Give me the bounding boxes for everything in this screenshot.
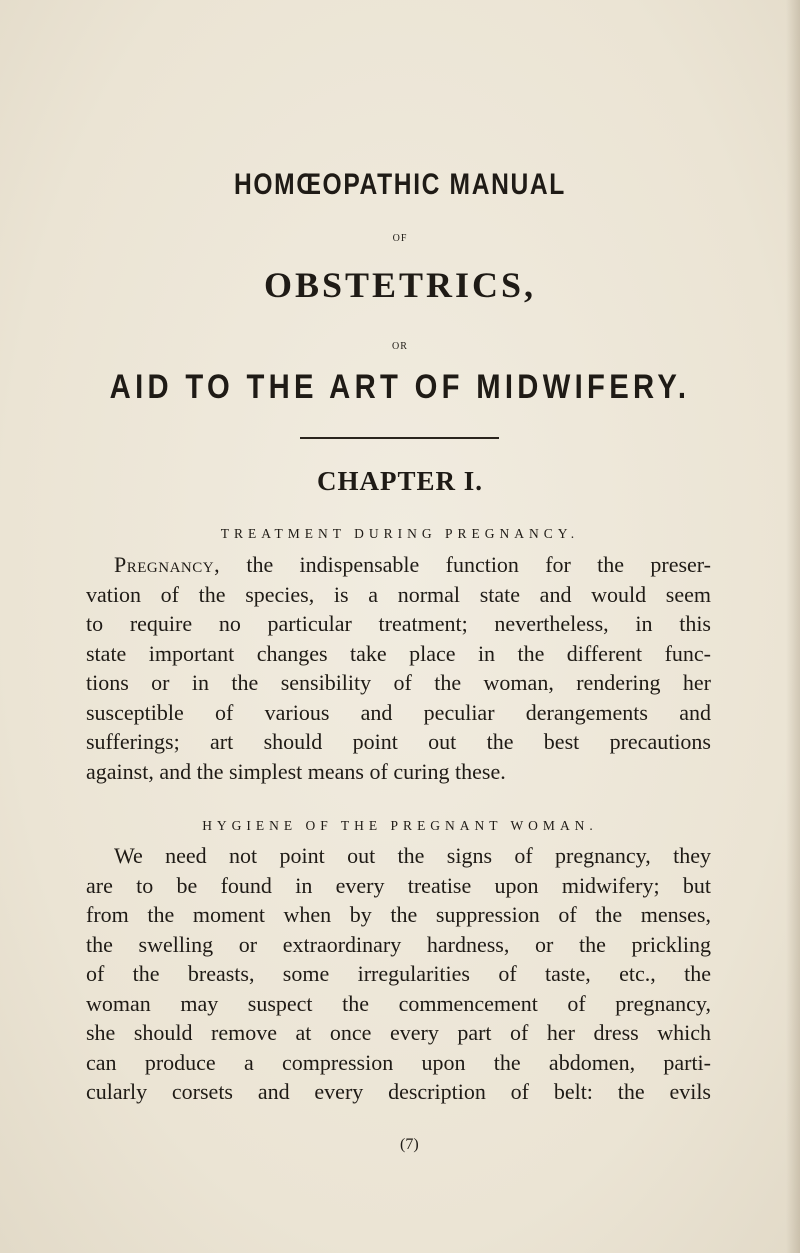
paragraph-line: tions or in the sensibility of the woman, rendering her <box>86 670 711 695</box>
page-number: (7) <box>400 1136 419 1153</box>
section-heading-hygiene: HYGIENE OF THE PREGNANT WOMAN. <box>202 818 598 833</box>
title-main: HOMŒOPATHIC MANUAL <box>234 168 566 201</box>
paragraph-line: of the breasts, some irregularities of taste, etc., the <box>86 961 711 986</box>
paragraph-line <box>86 550 711 580</box>
lead-word: Pregnancy, <box>114 552 221 577</box>
page-gutter-shadow <box>786 0 800 1253</box>
paragraph-line: can produce a compression upon the abdomen, parti- <box>86 1049 711 1075</box>
title-subtitle: AID TO THE ART OF MIDWIFERY. <box>109 368 691 406</box>
paragraph-hygiene <box>86 841 711 1107</box>
title-subject: OBSTETRICS, <box>263 265 537 305</box>
title-connector-or: OR <box>392 341 408 352</box>
paragraph-line: susceptible of various and peculiar derangements and <box>86 699 711 725</box>
paragraph-line: sufferings; art should point out the best precautions <box>86 729 711 754</box>
paragraph-line: woman may suspect the commencement of pregnancy, <box>86 990 711 1016</box>
paragraph-pregnancy <box>86 550 711 786</box>
paragraph-line: We need not point out the signs of pregnancy, they <box>114 843 711 868</box>
title-divider-rule <box>300 437 499 439</box>
paragraph-line: against, and the simplest means of curing these. <box>86 758 506 784</box>
title-connector-of: OF <box>392 233 408 244</box>
paragraph-line: state important changes take place in the different func- <box>86 640 711 666</box>
paragraph-line: vation of the species, is a normal state and would seem <box>86 581 711 607</box>
section-heading-treatment: TREATMENT DURING PREGNANCY. <box>220 526 580 541</box>
paragraph-line: cularly corsets and every description of belt: the evils <box>86 1079 711 1104</box>
chapter-heading: CHAPTER I. <box>316 466 483 496</box>
paragraph-line: the swelling or extraordinary hardness, or the prickling <box>86 931 711 957</box>
paragraph-line: to require no particular treatment; nevertheless, in this <box>86 611 711 636</box>
paragraph-line: from the moment when by the suppression of the menses, <box>86 902 711 927</box>
paragraph-line: are to be found in every treatise upon midwifery; but <box>86 872 711 898</box>
line-text: the indispensable function for the preser- <box>220 552 711 577</box>
paragraph-line: she should remove at once every part of her dress which <box>86 1020 711 1045</box>
